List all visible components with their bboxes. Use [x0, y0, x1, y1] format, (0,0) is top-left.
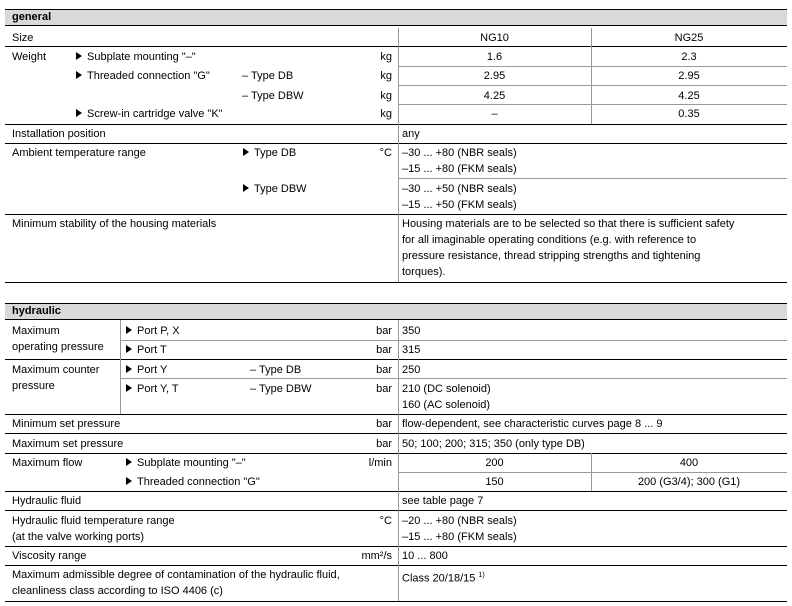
max-flow-subplate-ng25: 400: [679, 457, 699, 469]
fluid-value: see table page 7: [402, 495, 484, 507]
weight-subplate-item: [76, 51, 196, 64]
min-set-unit: bar: [376, 418, 392, 430]
ambient-unit: °C: [379, 147, 392, 159]
counter-type-dbw-label: – Type DBW: [250, 383, 312, 395]
viscosity-value: 10 ... 800: [402, 550, 448, 562]
counter-type-db-label: – Type DB: [250, 364, 302, 376]
weight-threaded-label: Threaded connection "G": [87, 70, 210, 82]
viscosity-label: Viscosity range: [12, 550, 87, 562]
counter-port-yt-item: [126, 383, 179, 396]
fluid-temp-label-1: Hydraulic fluid temperature range: [12, 515, 175, 527]
counter-label-2: pressure: [12, 380, 55, 392]
section-header-hydraulic: [5, 303, 787, 320]
weight-type-dbw-label: – Type DBW: [242, 90, 304, 102]
max-op-port-t-label: Port T: [137, 344, 167, 356]
max-op-port-t-item: [126, 344, 167, 357]
counter-port-y-item: [126, 364, 167, 377]
size-ng10-header: NG10: [480, 32, 509, 44]
weight-type-db-label: – Type DB: [242, 70, 294, 82]
weight-label: Weight: [12, 51, 47, 63]
max-set-unit: bar: [376, 438, 392, 450]
size-label: Size: [12, 32, 34, 44]
max-flow-unit: l/min: [368, 457, 392, 469]
max-op-px-value: 350: [402, 325, 421, 337]
max-op-port-px-item: [126, 325, 180, 338]
counter-unit: bar: [376, 383, 392, 395]
stability-label: Minimum stability of the housing materials: [12, 218, 217, 230]
stability-line4: torques).: [402, 266, 446, 278]
max-op-unit: bar: [376, 344, 392, 356]
ambient-temp-label: Ambient temperature range: [12, 147, 146, 159]
max-op-port-px-label: Port P, X: [137, 325, 180, 337]
stability-line2: for all imaginable operating conditions (e.g. with reference to: [402, 234, 697, 246]
counter-port-yt-label: Port Y, T: [137, 383, 179, 395]
stability-line1: Housing materials are to be selected so that there is sufficient safety: [402, 218, 735, 230]
ambient-dbw-fkm: –15 ... +50 (FKM seals): [402, 199, 517, 211]
weight-dbw-ng10: 4.25: [483, 90, 506, 102]
max-flow-threaded-label: Threaded connection "G": [137, 476, 260, 488]
ambient-db-nbr: –30 ... +80 (NBR seals): [402, 147, 517, 159]
bullet-triangle-icon: [126, 477, 132, 485]
size-ng25-header: NG25: [674, 32, 704, 44]
counter-unit: bar: [376, 364, 392, 376]
bullet-triangle-icon: [126, 384, 132, 392]
weight-subplate-ng10: 1.6: [486, 51, 503, 63]
counter-yt-ac-value: 160 (AC solenoid): [402, 399, 491, 411]
counter-port-y-label: Port Y: [137, 364, 168, 376]
section-title-general: general: [12, 11, 52, 23]
weight-db-ng25: 2.95: [678, 70, 700, 82]
max-flow-threaded-ng10: 150: [485, 476, 504, 488]
bullet-triangle-icon: [126, 365, 132, 373]
max-flow-subplate-ng10: 200: [485, 457, 504, 469]
max-flow-threaded-item: [126, 476, 260, 489]
section-title-hydraulic: hydraulic: [12, 305, 61, 317]
max-set-label: Maximum set pressure: [12, 438, 124, 450]
ambient-type-db-label: Type DB: [254, 147, 297, 159]
fluid-temp-nbr: –20 ... +80 (NBR seals): [402, 515, 517, 527]
counter-yt-dc-value: 210 (DC solenoid): [402, 383, 491, 395]
max-op-unit: bar: [376, 325, 392, 337]
fluid-temp-fkm: –15 ... +80 (FKM seals): [402, 531, 517, 543]
max-flow-label: Maximum flow: [12, 457, 83, 469]
bullet-triangle-icon: [126, 326, 132, 334]
weight-unit: kg: [380, 51, 392, 63]
weight-cartridge-ng10: –: [491, 108, 498, 120]
weight-cartridge-ng25: 0.35: [678, 108, 700, 120]
contamination-class: Class 20/18/15: [402, 572, 476, 585]
max-op-t-value: 315: [402, 344, 421, 356]
max-op-label-1: Maximum: [12, 325, 60, 337]
weight-unit: kg: [380, 70, 392, 82]
weight-threaded-item: [76, 70, 210, 83]
fluid-temp-label-2: (at the valve working ports): [12, 531, 145, 543]
contamination-value: [402, 569, 485, 586]
weight-cartridge-label: Screw-in cartridge valve "K": [87, 108, 223, 120]
max-flow-threaded-ng25: 200 (G3/4); 300 (G1): [637, 476, 741, 488]
counter-label-1: Maximum counter: [12, 364, 100, 376]
ambient-dbw-nbr: –30 ... +50 (NBR seals): [402, 183, 517, 195]
footnote-marker: 1): [478, 572, 485, 579]
bullet-triangle-icon: [76, 71, 82, 79]
section-header-general: [5, 9, 787, 26]
max-flow-subplate-item: [126, 457, 246, 470]
bullet-triangle-icon: [243, 148, 249, 156]
bullet-triangle-icon: [76, 109, 82, 117]
max-op-label-2: operating pressure: [12, 341, 104, 353]
weight-subplate-ng25: 2.3: [681, 51, 697, 63]
ambient-type-db-item: [243, 147, 296, 160]
weight-unit: kg: [380, 90, 392, 102]
ambient-type-dbw-item: [243, 183, 307, 196]
counter-y-value: 250: [402, 364, 421, 376]
stability-line3: pressure resistance, thread stripping strengths and tightening: [402, 250, 701, 262]
bullet-triangle-icon: [126, 458, 132, 466]
min-set-label: Minimum set pressure: [12, 418, 121, 430]
weight-unit: kg: [380, 108, 392, 120]
contamination-label-2: cleanliness class according to ISO 4406 (c): [12, 585, 223, 597]
weight-db-ng10: 2.95: [483, 70, 506, 82]
ambient-db-fkm: –15 ... +80 (FKM seals): [402, 163, 517, 175]
fluid-temp-unit: °C: [379, 515, 392, 527]
contamination-label-1: Maximum admissible degree of contamination of the hydraulic fluid,: [12, 569, 340, 581]
viscosity-unit: mm²/s: [361, 550, 392, 562]
bullet-triangle-icon: [126, 345, 132, 353]
installation-value: any: [402, 128, 420, 140]
weight-dbw-ng25: 4.25: [678, 90, 700, 102]
ambient-type-dbw-label: Type DBW: [254, 183, 307, 195]
bullet-triangle-icon: [243, 184, 249, 192]
weight-subplate-label: Subplate mounting "–": [87, 51, 196, 63]
weight-cartridge-item: [76, 108, 223, 121]
installation-label: Installation position: [12, 128, 106, 140]
bullet-triangle-icon: [76, 52, 82, 60]
max-flow-subplate-label: Subplate mounting "–": [137, 457, 246, 469]
max-set-value: 50; 100; 200; 315; 350 (only type DB): [402, 438, 585, 450]
min-set-value: flow-dependent, see characteristic curves page 8 ... 9: [402, 418, 663, 430]
fluid-label: Hydraulic fluid: [12, 495, 82, 507]
